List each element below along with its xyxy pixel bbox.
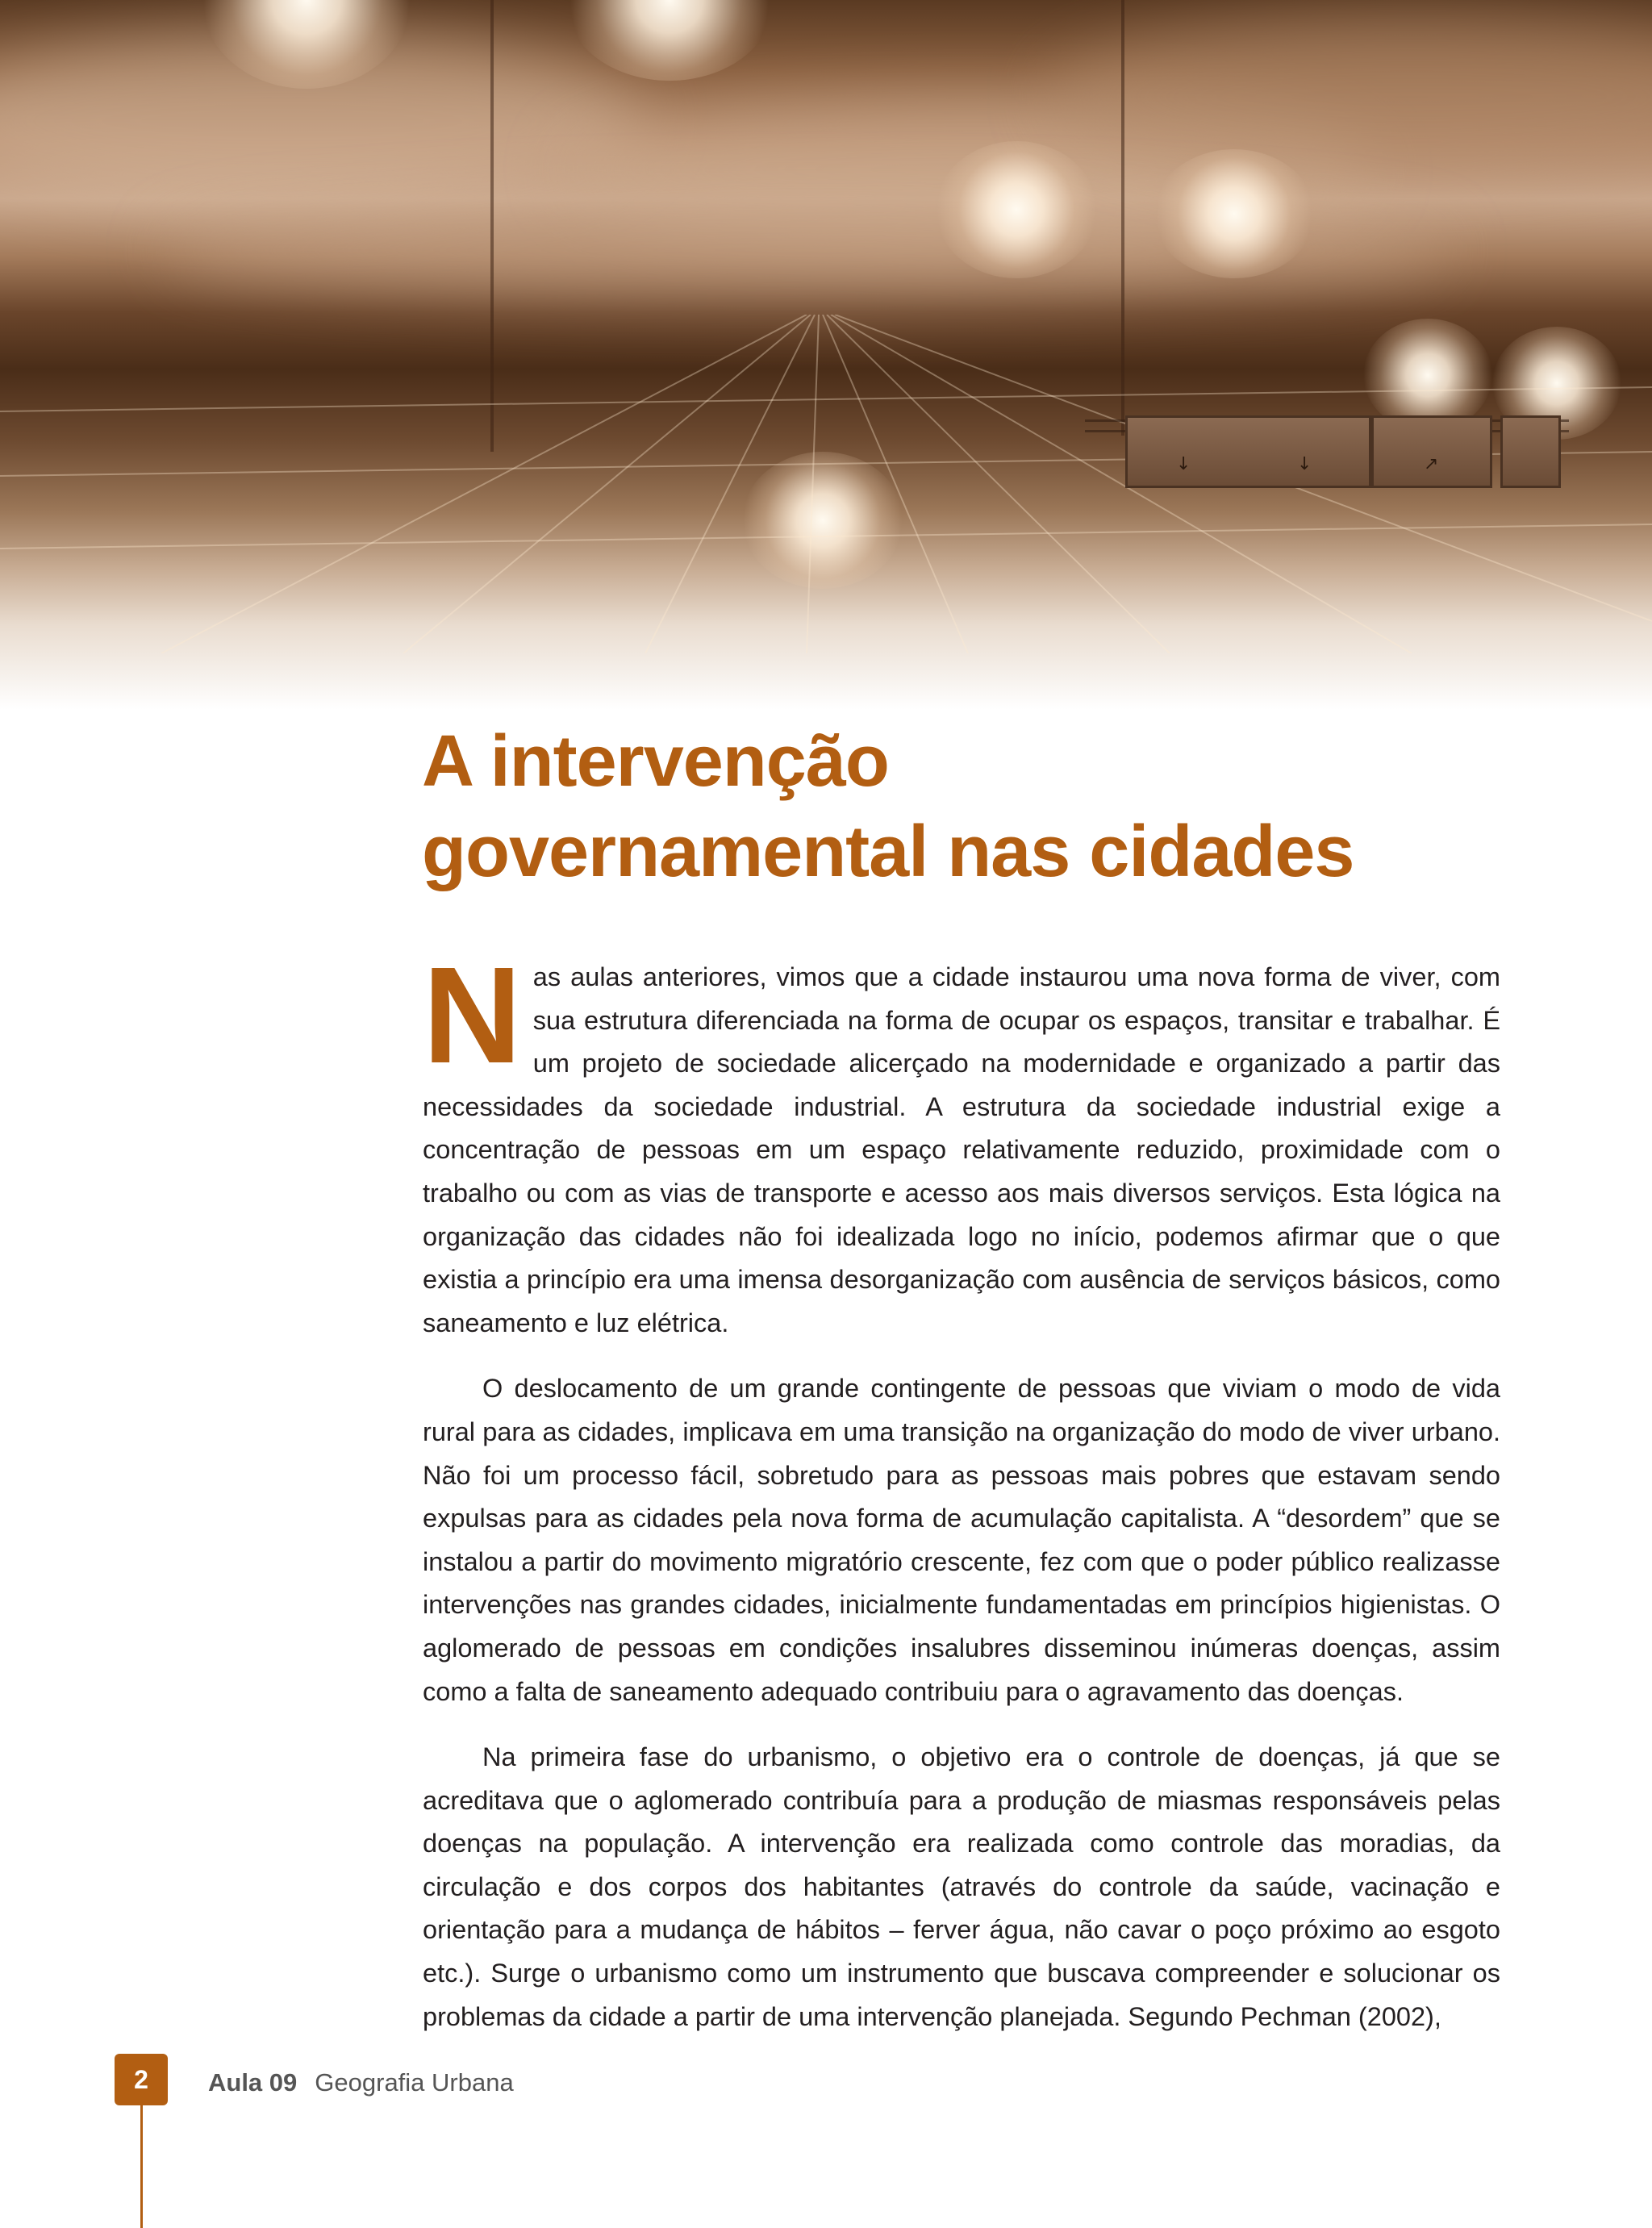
highway-sign bbox=[1085, 415, 1569, 504]
arrow-down-icon: ↓ bbox=[1297, 454, 1312, 474]
footer-course-name: Geografia Urbana bbox=[315, 2068, 514, 2097]
chapter-title-line-2: governamental nas cidades bbox=[422, 812, 1354, 892]
page-number-badge: 2 bbox=[115, 2054, 168, 2105]
drop-cap: N bbox=[423, 939, 522, 1092]
header-banner-image bbox=[0, 0, 1652, 710]
paragraph-3: Na primeira fase do urbanismo, o objetivo era o controle de doenças, já que se acreditava que o aglomerado contribuía para a produção de miasmas responsáveis pelas doenças na população. A intervenção era realizada como controle das moradias, da circulação e dos corpos dos habitantes (através do controle da saúde, vacinação e orientação para a mudança de hábitos – ferver água, não cavar o poço próximo ao esgoto etc.). Surge o urbanismo como um instrumento que buscava compreender e solucionar os problemas da cidade a partir de uma intervenção planejada. Segundo Pechman (2002), bbox=[423, 1742, 1500, 2031]
footer-running-head bbox=[208, 2067, 514, 2099]
paragraph-1 bbox=[423, 939, 1500, 1345]
chapter-title bbox=[422, 716, 1551, 897]
arrow-up-right-icon: ↗ bbox=[1424, 454, 1439, 474]
footer-lesson-label: Aula 09 bbox=[208, 2068, 298, 2097]
body-text bbox=[423, 939, 1500, 2061]
paragraph-2: O deslocamento de um grande contingente de pessoas que viviam o modo de vida rural para as cidades, implicava em uma transição na organização do modo de viver urbano. Não foi um processo fácil, sobretudo para as pessoas mais pobres que estavam sendo expulsas para as cidades pela nova forma de acumulação capitalista. A “desordem” que se instalou a partir do movimento migratório crescente, fez com que o poder público realizasse intervenções nas grandes cidades, inicialmente fundamentadas em princípios higienistas. O aglomerado de pessoas em condições insalubres disseminou inúmeras doenças, assim como a falta de saneamento adequado contribuiu para o agravamento das doenças. bbox=[423, 1374, 1500, 1706]
paragraph-1-text: as aulas anteriores, vimos que a cidade instaurou uma nova forma de viver, com sua estrutura diferenciada na forma de ocupar os espaços, transitar e trabalhar. É um projeto de sociedade alicerçado na modernidade e organizado a partir das necessidades da sociedade industrial. A estrutura da sociedade industrial exige a concentração de pessoas em um espaço relativamente reduzido, proximidade com o trabalho ou com as vias de transporte e acesso aos mais diversos serviços. Esta lógica na organização das cidades não foi idealizada logo no início, podemos afirmar que o que existia a princípio era uma imensa desorganização com ausência de serviços básicos, como saneamento e luz elétrica. bbox=[423, 962, 1500, 1337]
chapter-title-line-1: A intervenção bbox=[422, 721, 889, 802]
arrow-down-icon: ↓ bbox=[1176, 454, 1191, 474]
